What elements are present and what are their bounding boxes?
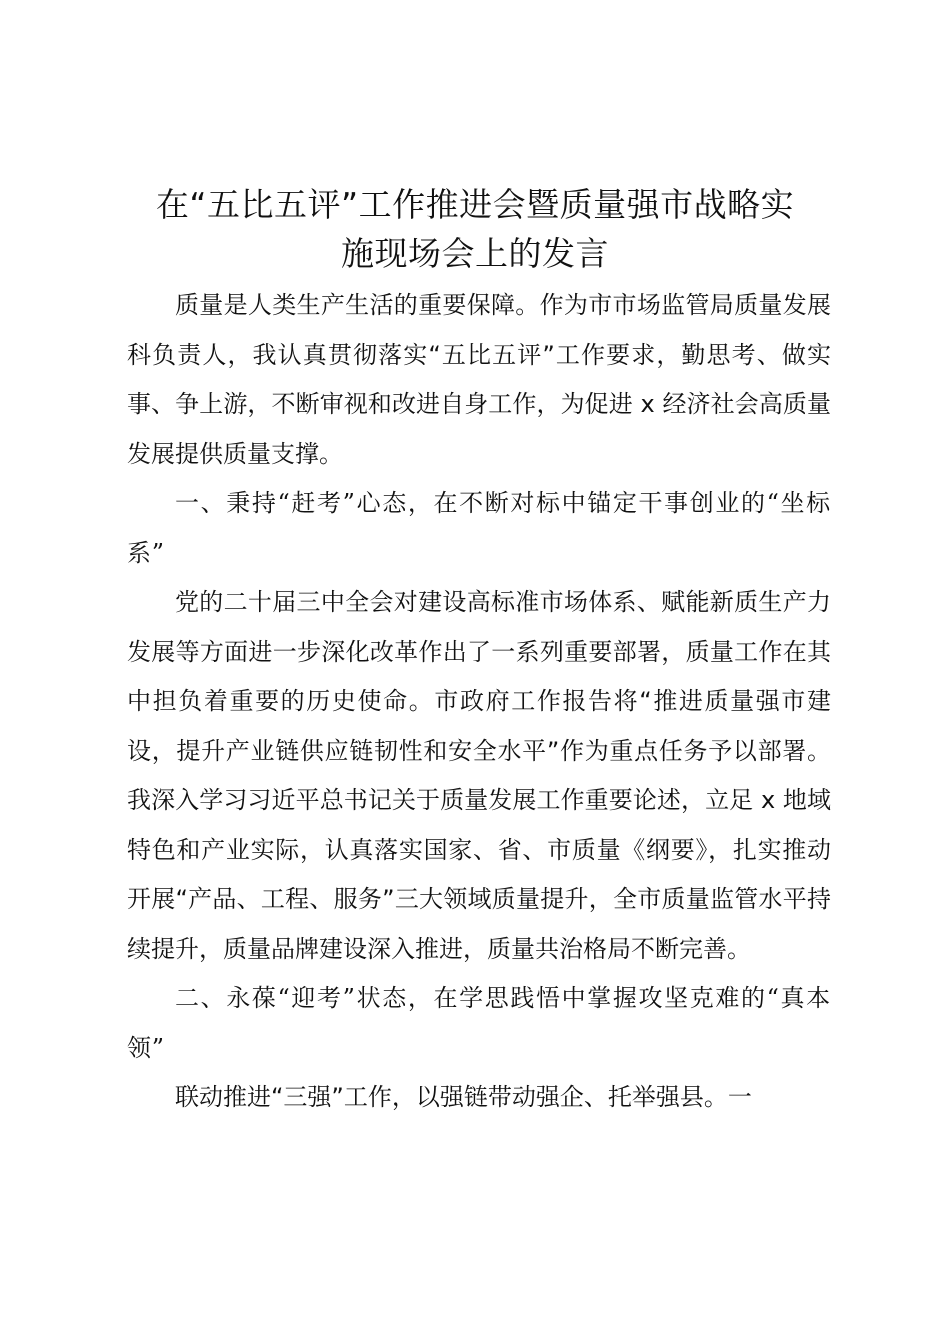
- title-line-2: 施现场会上的发言: [341, 234, 609, 273]
- document-title: [110, 180, 840, 278]
- title-line-1: 在“五比五评”工作推进会暨质量强市战略实: [155, 185, 795, 224]
- intro-paragraph: 质量是人类生产生活的重要保障。作为市市场监管局质量发展科负责人，我认真贯彻落实“五比五评”工作要求，勤思考、做实事、争上游，不断审视和改进自身工作，为促进 x 经济社会高质量发展提供质量支撑。: [127, 291, 831, 468]
- section-heading-1: 一、秉持“赶考”心态，在不断对标中锚定干事创业的“坐标系”: [127, 489, 831, 567]
- section-heading-2: 二、永葆“迎考”状态，在学思践悟中掌握攻坚克难的“真本领”: [127, 984, 831, 1062]
- section-2-paragraph: 联动推进“三强”工作，以强链带动强企、托举强县。一: [175, 1083, 752, 1111]
- document-body: [127, 281, 831, 1123]
- section-1-paragraph: 党的二十届三中全会对建设高标准市场体系、赋能新质生产力发展等方面进一步深化改革作出了一系列重要部署，质量工作在其中担负着重要的历史使命。市政府工作报告将“推进质量强市建设，提升产业链供应链韧性和安全水平”作为重点任务予以部署。我深入学习习近平总书记关于质量发展工作重要论述，立足 x 地域特色和产业实际，认真落实国家、省、市质量《纲要》，扎实推动开展“产品、工程、服务”三大领域质量提升，全市质量监管水平持续提升，质量品牌建设深入推进，质量共治格局不断完善。: [127, 588, 831, 963]
